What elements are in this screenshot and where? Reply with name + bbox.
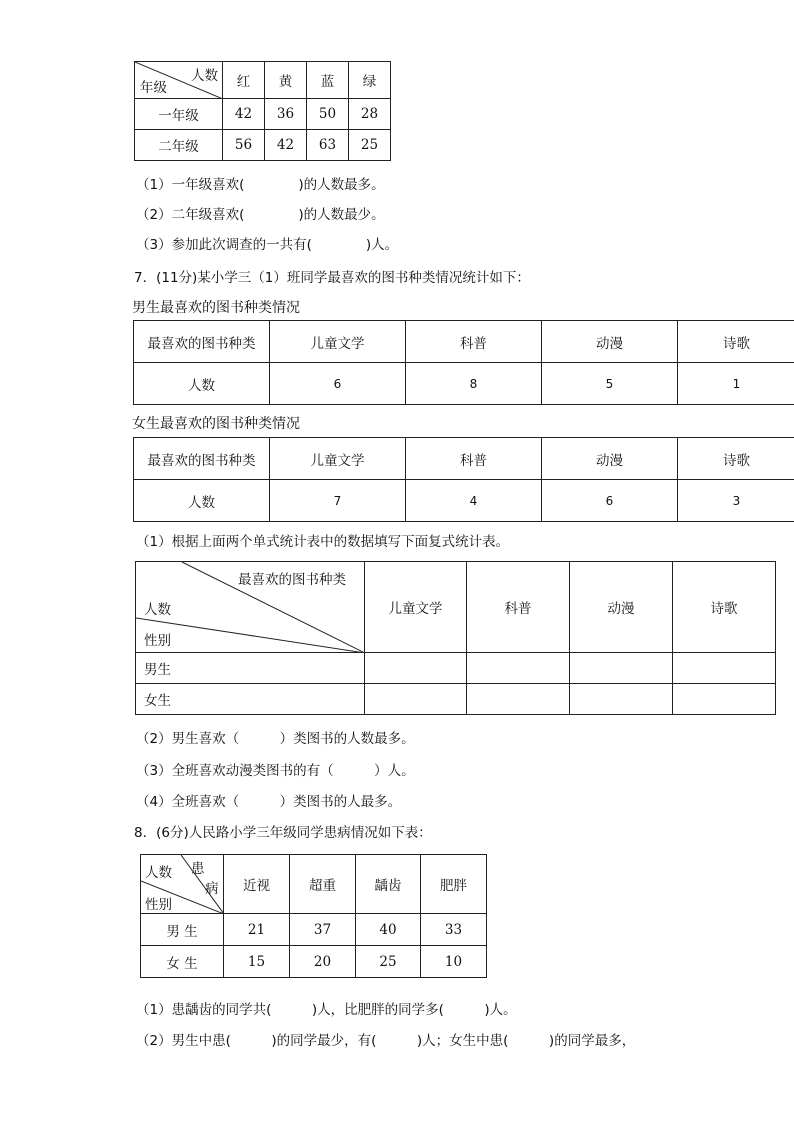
row-label: 女生 [136, 684, 365, 715]
table-cell: 1 [678, 363, 794, 405]
table-cell: 37 [290, 914, 356, 946]
answer-cell[interactable] [467, 653, 570, 684]
row-label: 人数 [134, 480, 270, 522]
question-line: （1）患龋齿的同学共( )人，比肥胖的同学多( )人。 [136, 1002, 517, 1018]
table-corner-header [135, 62, 223, 99]
compound-book-table [135, 561, 776, 715]
table-cell: 7 [270, 480, 406, 522]
column-header: 龋齿 [356, 855, 421, 914]
column-header: 超重 [290, 855, 356, 914]
table-cell: 6 [542, 480, 678, 522]
table-cell: 63 [307, 130, 349, 161]
column-header: 诗歌 [673, 562, 776, 653]
boys-book-table [133, 320, 794, 405]
row-label: 男 生 [141, 914, 224, 946]
table-row [135, 99, 391, 130]
table-cell: 8 [406, 363, 542, 405]
table-cell: 10 [421, 946, 487, 978]
row-label: 人数 [134, 363, 270, 405]
question-line: （4）全班喜欢（ ）类图书的人最多。 [136, 794, 402, 810]
question-line: （2）男生中患( )的同学最少，有( )人；女生中患( )的同学最多， [136, 1033, 636, 1049]
column-header: 诗歌 [678, 438, 794, 480]
column-header: 科普 [406, 438, 542, 480]
question-title: 7．(11分)某小学三（1）班同学最喜欢的图书种类情况统计如下： [134, 270, 530, 286]
corner-illness-label-2: 病 [205, 881, 219, 897]
table-cell: 42 [265, 130, 307, 161]
row-label: 一年级 [135, 99, 223, 130]
column-header: 黄 [265, 62, 307, 99]
column-header: 儿童文学 [365, 562, 467, 653]
table-cell: 42 [223, 99, 265, 130]
table-row [136, 684, 776, 715]
girls-table-caption: 女生最喜欢的图书种类情况 [132, 416, 300, 432]
row-header: 最喜欢的图书种类 [134, 321, 270, 363]
illness-table [140, 854, 487, 978]
question-line: （1）一年级喜欢( )的人数最多。 [136, 177, 385, 193]
column-header: 动漫 [542, 321, 678, 363]
illness-corner-header [141, 855, 224, 914]
corner-top-label: 最喜欢的图书种类 [238, 572, 346, 588]
column-header: 蓝 [307, 62, 349, 99]
table-cell: 28 [349, 99, 391, 130]
table-row [136, 653, 776, 684]
column-header: 肥胖 [421, 855, 487, 914]
answer-cell[interactable] [365, 684, 467, 715]
table-row [134, 363, 794, 405]
table-row [141, 914, 487, 946]
table-cell: 36 [265, 99, 307, 130]
answer-cell[interactable] [570, 653, 673, 684]
row-header: 最喜欢的图书种类 [134, 438, 270, 480]
column-header: 动漫 [570, 562, 673, 653]
table-row [135, 130, 391, 161]
question-line: （2）男生喜欢（ ）类图书的人数最多。 [136, 731, 415, 747]
table-row [141, 946, 487, 978]
answer-cell[interactable] [570, 684, 673, 715]
question-title: 8．(6分)人民路小学三年级同学患病情况如下表： [134, 825, 432, 841]
question-line: （3）全班喜欢动漫类图书的有（ ）人。 [136, 763, 415, 779]
column-header: 科普 [406, 321, 542, 363]
row-label: 二年级 [135, 130, 223, 161]
question-line: （2）二年级喜欢( )的人数最少。 [136, 207, 385, 223]
table-cell: 40 [356, 914, 421, 946]
table-cell: 25 [349, 130, 391, 161]
table-cell: 21 [224, 914, 290, 946]
question-line: （3）参加此次调查的一共有( )人。 [136, 237, 399, 253]
column-header: 近视 [224, 855, 290, 914]
column-header: 红 [223, 62, 265, 99]
question-line: （1）根据上面两个单式统计表中的数据填写下面复式统计表。 [136, 534, 510, 550]
answer-cell[interactable] [467, 684, 570, 715]
table-cell: 3 [678, 480, 794, 522]
table-cell: 5 [542, 363, 678, 405]
column-header: 诗歌 [678, 321, 794, 363]
table-row [134, 480, 794, 522]
table-cell: 15 [224, 946, 290, 978]
girls-book-table [133, 437, 794, 522]
table-cell: 6 [270, 363, 406, 405]
table-cell: 50 [307, 99, 349, 130]
corner-count-label: 人数 [145, 865, 172, 881]
column-header: 科普 [467, 562, 570, 653]
table-cell: 33 [421, 914, 487, 946]
corner-mid-label: 人数 [144, 602, 171, 618]
table-cell: 25 [356, 946, 421, 978]
table-cell: 56 [223, 130, 265, 161]
boys-table-caption: 男生最喜欢的图书种类情况 [132, 300, 300, 316]
answer-cell[interactable] [673, 684, 776, 715]
table-cell: 4 [406, 480, 542, 522]
table-cell: 20 [290, 946, 356, 978]
color-preference-table [134, 61, 391, 161]
compound-corner-header [136, 562, 365, 653]
column-header: 儿童文学 [270, 438, 406, 480]
corner-bottom-label: 年级 [140, 80, 167, 96]
corner-top-label: 人数 [191, 68, 218, 84]
corner-illness-label-1: 患 [191, 861, 205, 877]
corner-gender-label: 性别 [145, 897, 172, 913]
column-header: 绿 [349, 62, 391, 99]
corner-bottom-label: 性别 [144, 633, 171, 649]
column-header: 儿童文学 [270, 321, 406, 363]
row-label: 男生 [136, 653, 365, 684]
column-header: 动漫 [542, 438, 678, 480]
row-label: 女 生 [141, 946, 224, 978]
answer-cell[interactable] [673, 653, 776, 684]
answer-cell[interactable] [365, 653, 467, 684]
